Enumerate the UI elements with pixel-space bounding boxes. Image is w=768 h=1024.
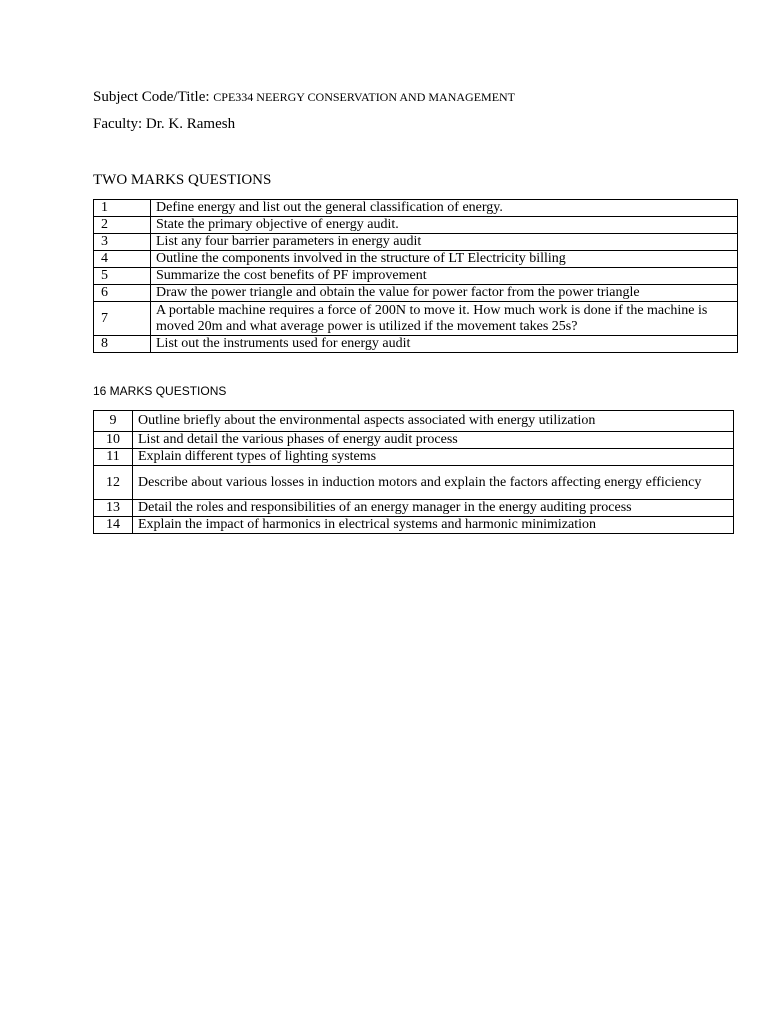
table-row bbox=[94, 336, 738, 353]
question-text: List out the instruments used for energy audit bbox=[151, 336, 738, 353]
question-number: 12 bbox=[94, 466, 133, 500]
table-row bbox=[94, 517, 734, 534]
question-text: List any four barrier parameters in energy audit bbox=[151, 234, 738, 251]
sixteen-marks-table bbox=[93, 410, 734, 534]
question-number: 13 bbox=[94, 500, 133, 517]
question-number: 1 bbox=[94, 200, 151, 217]
question-number: 14 bbox=[94, 517, 133, 534]
table-row bbox=[94, 432, 734, 449]
table-row bbox=[94, 217, 738, 234]
question-number: 8 bbox=[94, 336, 151, 353]
subject-line bbox=[93, 88, 515, 106]
question-text: Define energy and list out the general classification of energy. bbox=[151, 200, 738, 217]
question-number: 11 bbox=[94, 449, 133, 466]
question-number: 6 bbox=[94, 285, 151, 302]
question-text: Outline the components involved in the structure of LT Electricity billing bbox=[151, 251, 738, 268]
question-text: A portable machine requires a force of 200N to move it. How much work is done if the machine is moved 20m and what average power is utilized if the movement takes 25s? bbox=[151, 302, 738, 336]
two-marks-table bbox=[93, 199, 738, 353]
table-row bbox=[94, 466, 734, 500]
sixteen-marks-heading: 16 MARKS QUESTIONS bbox=[93, 384, 227, 398]
question-text: List and detail the various phases of energy audit process bbox=[133, 432, 734, 449]
two-marks-heading: TWO MARKS QUESTIONS bbox=[93, 172, 272, 188]
table-row bbox=[94, 500, 734, 517]
table-row bbox=[94, 234, 738, 251]
table-row bbox=[94, 268, 738, 285]
question-number: 9 bbox=[94, 411, 133, 432]
question-text: Explain different types of lighting systems bbox=[133, 449, 734, 466]
question-text: Draw the power triangle and obtain the value for power factor from the power triangle bbox=[151, 285, 738, 302]
subject-label: Subject Code/Title: bbox=[93, 89, 214, 105]
question-text: State the primary objective of energy audit. bbox=[151, 217, 738, 234]
subject-title: CPE334 NEERGY CONSERVATION AND MANAGEMENT bbox=[213, 90, 516, 104]
question-text: Explain the impact of harmonics in electrical systems and harmonic minimization bbox=[133, 517, 734, 534]
table-row bbox=[94, 251, 738, 268]
question-text: Outline briefly about the environmental aspects associated with energy utilization bbox=[133, 411, 734, 432]
table-row bbox=[94, 200, 738, 217]
question-text: Summarize the cost benefits of PF improvement bbox=[151, 268, 738, 285]
question-number: 10 bbox=[94, 432, 133, 449]
question-number: 2 bbox=[94, 217, 151, 234]
question-number: 7 bbox=[94, 302, 151, 336]
question-number: 4 bbox=[94, 251, 151, 268]
table-row bbox=[94, 285, 738, 302]
table-row bbox=[94, 302, 738, 336]
question-text: Describe about various losses in induction motors and explain the factors affecting energy efficiency bbox=[133, 466, 734, 500]
question-number: 5 bbox=[94, 268, 151, 285]
faculty-line: Faculty: Dr. K. Ramesh bbox=[93, 116, 236, 132]
table-row bbox=[94, 449, 734, 466]
question-text: Detail the roles and responsibilities of an energy manager in the energy auditing process bbox=[133, 500, 734, 517]
table-row bbox=[94, 411, 734, 432]
question-number: 3 bbox=[94, 234, 151, 251]
